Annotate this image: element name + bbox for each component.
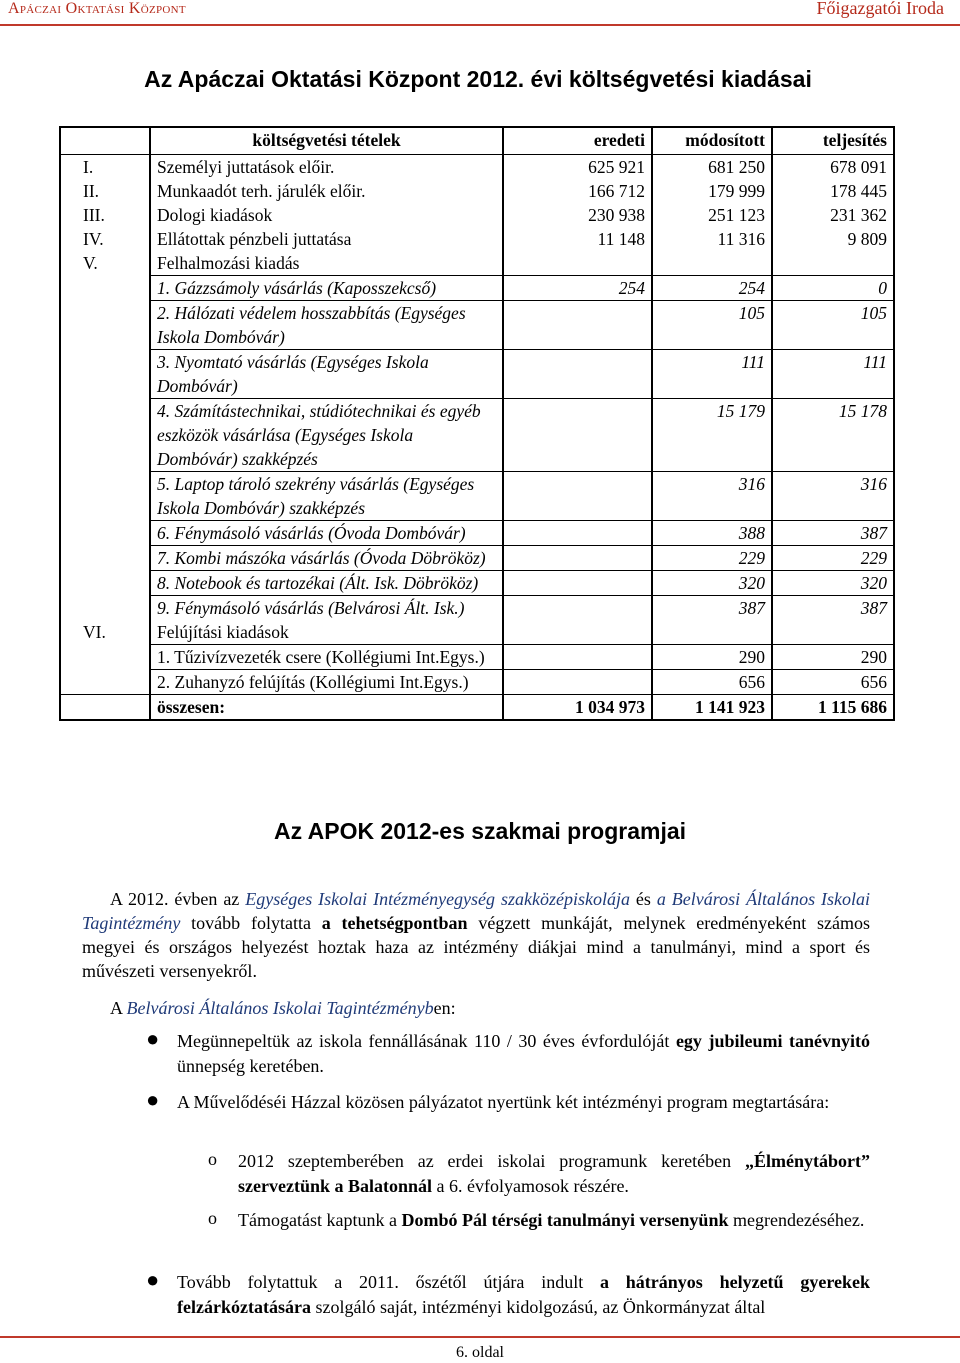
row-description: 4. Számítástechnikai, stúdiótechnikai és egyéb eszközök vásárlása (Egységes Iskola Dombóvár) szakképzés <box>150 399 503 472</box>
table-row <box>60 645 894 670</box>
value-modified: 387 <box>652 596 772 621</box>
row-description: Munkaadót terh. járulék előir. <box>150 179 503 203</box>
row-description: 1. Gázzsámoly vásárlás (Kaposszekcső) <box>150 276 503 301</box>
value-actual: 105 <box>772 301 894 350</box>
value-actual: 387 <box>772 596 894 621</box>
table-row <box>60 350 894 399</box>
value-modified: 229 <box>652 546 772 571</box>
value-modified: 1 141 923 <box>652 695 772 721</box>
value-modified: 254 <box>652 276 772 301</box>
header-divider <box>0 24 960 26</box>
value-original: 254 <box>503 276 652 301</box>
value-actual: 229 <box>772 546 894 571</box>
row-description: Felhalmozási kiadás <box>150 251 503 276</box>
value-modified: 15 179 <box>652 399 772 472</box>
value-actual: 387 <box>772 521 894 546</box>
value-modified: 316 <box>652 472 772 521</box>
value-original: 230 938 <box>503 203 652 227</box>
table-row <box>60 276 894 301</box>
bullet-grant: A Művelődéséi Házzal közösen pályázatot nyertünk két intézményi program megtartására: <box>177 1092 830 1112</box>
table-row <box>60 521 894 546</box>
table-row <box>60 203 894 227</box>
row-number <box>60 596 150 621</box>
row-number <box>60 521 150 546</box>
value-original <box>503 670 652 695</box>
value-actual: 15 178 <box>772 399 894 472</box>
table-row <box>60 472 894 521</box>
value-original <box>503 301 652 350</box>
row-number <box>60 350 150 399</box>
table-row <box>60 227 894 251</box>
value-original: 625 921 <box>503 155 652 180</box>
col-header-actual: teljesítés <box>772 127 894 155</box>
table-row <box>60 301 894 350</box>
value-modified: 111 <box>652 350 772 399</box>
value-original: 1 034 973 <box>503 695 652 721</box>
value-modified: 11 316 <box>652 227 772 251</box>
value-modified: 656 <box>652 670 772 695</box>
table-row <box>60 695 894 721</box>
sub-bullet-camp: 2012 szeptemberében az erdei iskolai programunk keretében „Élménytábort” szerveztünk a Balatonnál a 6. évfolyamosok részére. <box>238 1151 870 1196</box>
sub-bullet-icon: o <box>208 1149 217 1169</box>
row-number <box>60 276 150 301</box>
table-row <box>60 596 894 621</box>
footer-divider <box>0 1336 960 1338</box>
paragraph-intro: A 2012. évben az Egységes Iskolai Intézményegység szakközépiskolája és a Belvárosi Általános Iskolai Tagintézmény tovább folytatta a tehetségpontban végzett munkáját, melynek eredményeként számos megyei és országos helyezést hoztak haza az intézmény diákjai mind a tanulmányi, mind a sport és művészeti versenyekről. <box>82 889 871 981</box>
value-modified: 179 999 <box>652 179 772 203</box>
row-number <box>60 399 150 472</box>
row-number <box>60 571 150 596</box>
value-original <box>503 546 652 571</box>
col-header-original: eredeti <box>503 127 652 155</box>
row-description: 1. Tűzivízvezeték csere (Kollégiumi Int.Egys.) <box>150 645 503 670</box>
row-number: VI. <box>60 620 150 645</box>
bullet-icon: ● <box>146 1026 160 1051</box>
col-header-items: költségvetési tételek <box>150 127 503 155</box>
value-original <box>503 645 652 670</box>
row-description: Felújítási kiadások <box>150 620 503 645</box>
row-description: Ellátottak pénzbeli juttatása <box>150 227 503 251</box>
value-actual <box>772 251 894 276</box>
row-description: Személyi juttatások előir. <box>150 155 503 180</box>
value-original <box>503 251 652 276</box>
table-row <box>60 399 894 472</box>
value-modified: 290 <box>652 645 772 670</box>
header-org-name: Apáczai Oktatási Központ <box>8 0 186 17</box>
value-actual: 0 <box>772 276 894 301</box>
row-description: 2. Hálózati védelem hosszabbítás (Egységes Iskola Dombóvár) <box>150 301 503 350</box>
value-original <box>503 472 652 521</box>
budget-table <box>59 126 895 721</box>
value-actual: 316 <box>772 472 894 521</box>
value-modified: 388 <box>652 521 772 546</box>
row-description: 3. Nyomtató vásárlás (Egységes Iskola Dombóvár) <box>150 350 503 399</box>
row-number: III. <box>60 203 150 227</box>
table-row <box>60 179 894 203</box>
table-row <box>60 155 894 180</box>
sub-bullet-competition: Támogatást kaptunk a Dombó Pál térségi tanulmányi versenyünk megrendezéséhez. <box>238 1210 865 1230</box>
value-original: 11 148 <box>503 227 652 251</box>
row-number <box>60 301 150 350</box>
value-original <box>503 350 652 399</box>
value-actual: 178 445 <box>772 179 894 203</box>
row-description: 5. Laptop tároló szekrény vásárlás (Egységes Iskola Dombóvár) szakképzés <box>150 472 503 521</box>
row-number <box>60 472 150 521</box>
value-modified: 681 250 <box>652 155 772 180</box>
bullet-icon: ● <box>146 1087 160 1112</box>
value-modified <box>652 620 772 645</box>
sub-bullet-icon: o <box>208 1208 217 1228</box>
row-description: 2. Zuhanyzó felújítás (Kollégiumi Int.Egys.) <box>150 670 503 695</box>
row-number: II. <box>60 179 150 203</box>
value-actual: 678 091 <box>772 155 894 180</box>
table-row <box>60 670 894 695</box>
col-header-modified: módosított <box>652 127 772 155</box>
value-modified: 105 <box>652 301 772 350</box>
value-modified <box>652 251 772 276</box>
table-row <box>60 251 894 276</box>
value-original <box>503 399 652 472</box>
row-number: V. <box>60 251 150 276</box>
value-actual: 656 <box>772 670 894 695</box>
value-actual: 290 <box>772 645 894 670</box>
value-actual <box>772 620 894 645</box>
section-title: Az APOK 2012-es szakmai programjai <box>273 818 687 844</box>
row-number <box>60 695 150 721</box>
row-description: összesen: <box>150 695 503 721</box>
value-modified: 251 123 <box>652 203 772 227</box>
row-number: IV. <box>60 227 150 251</box>
value-actual: 111 <box>772 350 894 399</box>
bullet-icon: ● <box>146 1267 160 1292</box>
row-number <box>60 645 150 670</box>
value-actual: 9 809 <box>772 227 894 251</box>
value-original: 166 712 <box>503 179 652 203</box>
value-original <box>503 521 652 546</box>
value-original <box>503 620 652 645</box>
bullet-jubilee: Megünnepeltük az iskola fennállásának 110 / 30 éves évfordulóját egy jubileumi tanévnyitó ünnepség keretében. <box>177 1031 870 1076</box>
row-description: 8. Notebook és tartozékai (Ált. Isk. Döbrököz) <box>150 571 503 596</box>
row-description: Dologi kiadások <box>150 203 503 227</box>
value-actual: 231 362 <box>772 203 894 227</box>
value-modified: 320 <box>652 571 772 596</box>
table-row <box>60 546 894 571</box>
table-header-row <box>60 127 894 155</box>
header-office-name: Főigazgatói Iroda <box>816 0 944 18</box>
row-description: 9. Fénymásoló vásárlás (Belvárosi Ált. Isk.) <box>150 596 503 621</box>
value-original <box>503 596 652 621</box>
row-number: I. <box>60 155 150 180</box>
row-description: 6. Fénymásoló vásárlás (Óvoda Dombóvár) <box>150 521 503 546</box>
row-number <box>60 546 150 571</box>
bullet-catchup: Tovább folytattuk a 2011. őszétől útjára indult a hátrányos helyzetű gyerekek felzárkóztatására szolgáló saját, intézményi kidolgozású, az Önkormányzat által <box>177 1272 871 1317</box>
value-actual: 320 <box>772 571 894 596</box>
page-number: 6. oldal <box>456 1344 504 1361</box>
table-row <box>60 620 894 645</box>
paragraph-belvarosi: A Belvárosi Általános Iskolai Tagintézményben: <box>110 998 456 1018</box>
row-number <box>60 670 150 695</box>
value-original <box>503 571 652 596</box>
value-actual: 1 115 686 <box>772 695 894 721</box>
row-description: 7. Kombi mászóka vásárlás (Óvoda Döbrököz) <box>150 546 503 571</box>
page-title: Az Apáczai Oktatási Központ 2012. évi költségvetési kiadásai <box>144 66 812 92</box>
table-row <box>60 571 894 596</box>
